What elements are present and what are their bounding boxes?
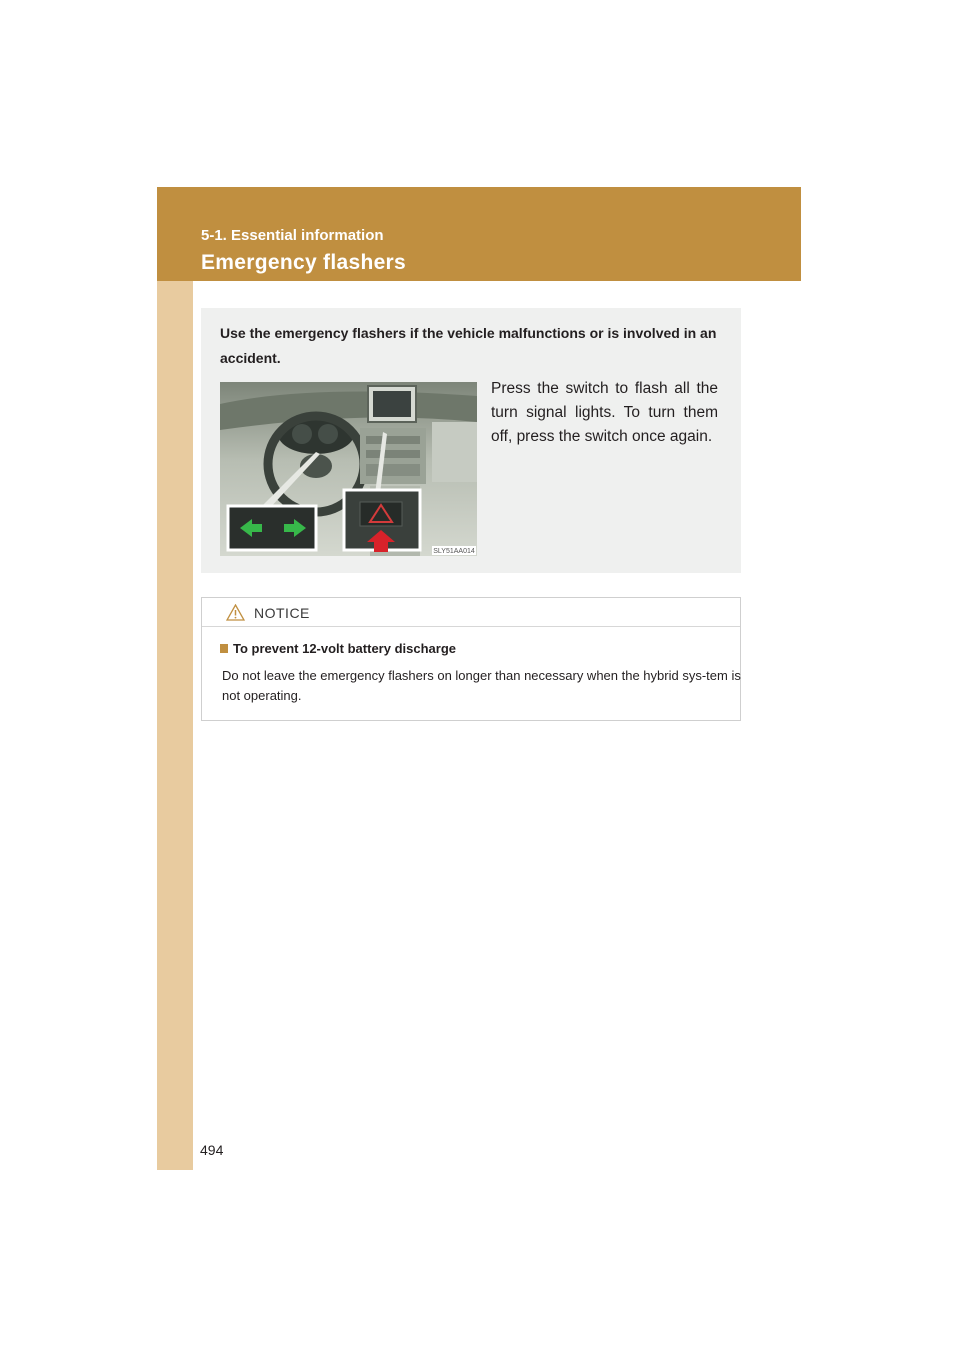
notice-heading-row [220,641,456,656]
warning-triangle-icon [226,604,245,621]
figure-code: SLY51AA014 [433,548,475,555]
page-number: 494 [200,1142,224,1158]
notice-header [202,598,740,627]
notice-heading: To prevent 12-volt battery discharge [233,641,456,656]
section-label: 5-1. Essential information [201,227,384,244]
square-bullet-icon [220,644,228,653]
intro-text: Use the emergency flashers if the vehicle malfunctions or is involved in an accident. [220,325,717,366]
notice-title: NOTICE [254,605,310,621]
notice-body: Do not leave the emergency flashers on longer than necessary when the hybrid sys-tem is not operating. [222,668,741,703]
notice-box [201,597,741,721]
instruction-text: Press the switch to flash all the turn signal lights. To turn them off, press the switch once again. [491,380,718,445]
dashboard-illustration [220,382,477,556]
page-header [157,187,801,281]
intro-box [201,308,741,573]
page-title: Emergency flashers [201,251,407,274]
side-color-bar [157,187,193,1170]
